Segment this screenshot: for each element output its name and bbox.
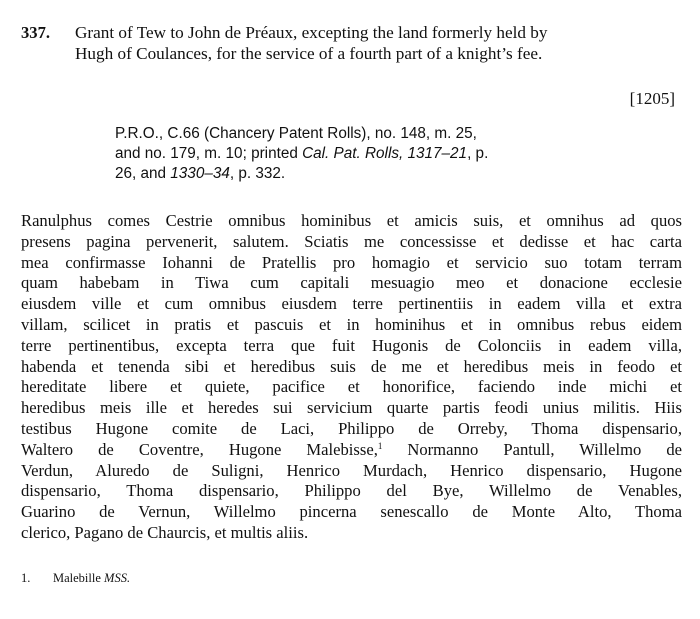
- charter-title-line: Grant of Tew to John de Préaux, excepting the land formerly held by: [75, 23, 548, 42]
- source-line: [115, 144, 585, 164]
- footnote-number: 1.: [21, 571, 31, 585]
- latin-text-segment: Normanno Pantull, Willelmo de: [382, 439, 682, 459]
- footnote: [21, 571, 130, 586]
- charter-date: [1205]: [629, 89, 675, 108]
- latin-line: Guarino de Vernun, Willelmo pincerna senescallo de Monte Alto, Thoma: [21, 502, 682, 522]
- source-text: 26, and: [115, 165, 171, 182]
- footnote-text: Malebille: [53, 571, 105, 585]
- latin-line: mea confirmasse Iohanni de Pratellis pro homagio et servicio suo totam terram: [21, 252, 682, 272]
- source-title-italic: Cal. Pat. Rolls, 1317–21: [302, 145, 468, 162]
- latin-line: hereditate libere et quiete, pacifice et honorifice, faciendo inde michi et: [21, 377, 682, 397]
- latin-line: clerico, Pagano de Chaurcis, et multis aliis.: [21, 522, 309, 542]
- latin-line: Ranulphus comes Cestrie omnibus hominibus et amicis suis, et omnihus ad quos: [21, 211, 682, 230]
- source-text: , p.: [467, 145, 489, 162]
- source-line: [115, 164, 585, 184]
- source-text: , p. 332.: [229, 165, 286, 182]
- latin-line: [21, 440, 682, 461]
- source-title-italic: 1330–34: [170, 165, 230, 182]
- footnote-italic: MSS.: [104, 571, 131, 585]
- charter-latin-text: [21, 211, 682, 544]
- latin-line: testibus Hugone comite de Laci, Philippo de Orreby, Thoma dispensario,: [21, 418, 682, 438]
- latin-line: terre pertinentibus, excepta terra que fuit Hugonis de Colonciis in eadem villa,: [21, 335, 682, 355]
- charter-title-line: Hugh of Coulances, for the service of a fourth part of a knight’s fee.: [75, 44, 543, 63]
- charter-title: [75, 22, 680, 64]
- latin-text-segment: Waltero de Coventre, Hugone Malebisse,: [21, 439, 378, 459]
- footnote-reference: 1: [377, 440, 383, 451]
- latin-line: eiusdem ville et cum omnibus eiusdem terre pertinentiis in eadem villa et extra: [21, 294, 682, 314]
- source-text: and no. 179, m. 10; printed: [115, 145, 303, 162]
- latin-line: heredibus meis ille et heredes sui servicium quarte partis feodi unius militis. Hiis: [21, 398, 682, 418]
- latin-line: habenda et tenenda sibi et heredibus suis de me et heredibus meis in feodo et: [21, 356, 682, 376]
- charter-number: 337.: [21, 23, 51, 42]
- latin-line: Verdun, Aluredo de Suligni, Henrico Murdach, Henrico dispensario, Hugone: [21, 460, 682, 480]
- latin-line: dispensario, Thoma dispensario, Philippo del Bye, Willelmo de Venables,: [21, 481, 682, 501]
- source-citation: [115, 124, 585, 184]
- latin-line: presens pagina pervenerit, salutem. Sciatis me concessisse et dedisse et hac carta: [21, 231, 682, 251]
- latin-line: quam habebam in Tiwa cum capitali mesuagio meo et donacione ecclesie: [21, 273, 682, 293]
- source-line: P.R.O., C.66 (Chancery Patent Rolls), no. 148, m. 25,: [115, 125, 477, 142]
- latin-line: villam, scilicet in pratis et pascuis et in hominihus et in omnibus rebus eidem: [21, 314, 682, 334]
